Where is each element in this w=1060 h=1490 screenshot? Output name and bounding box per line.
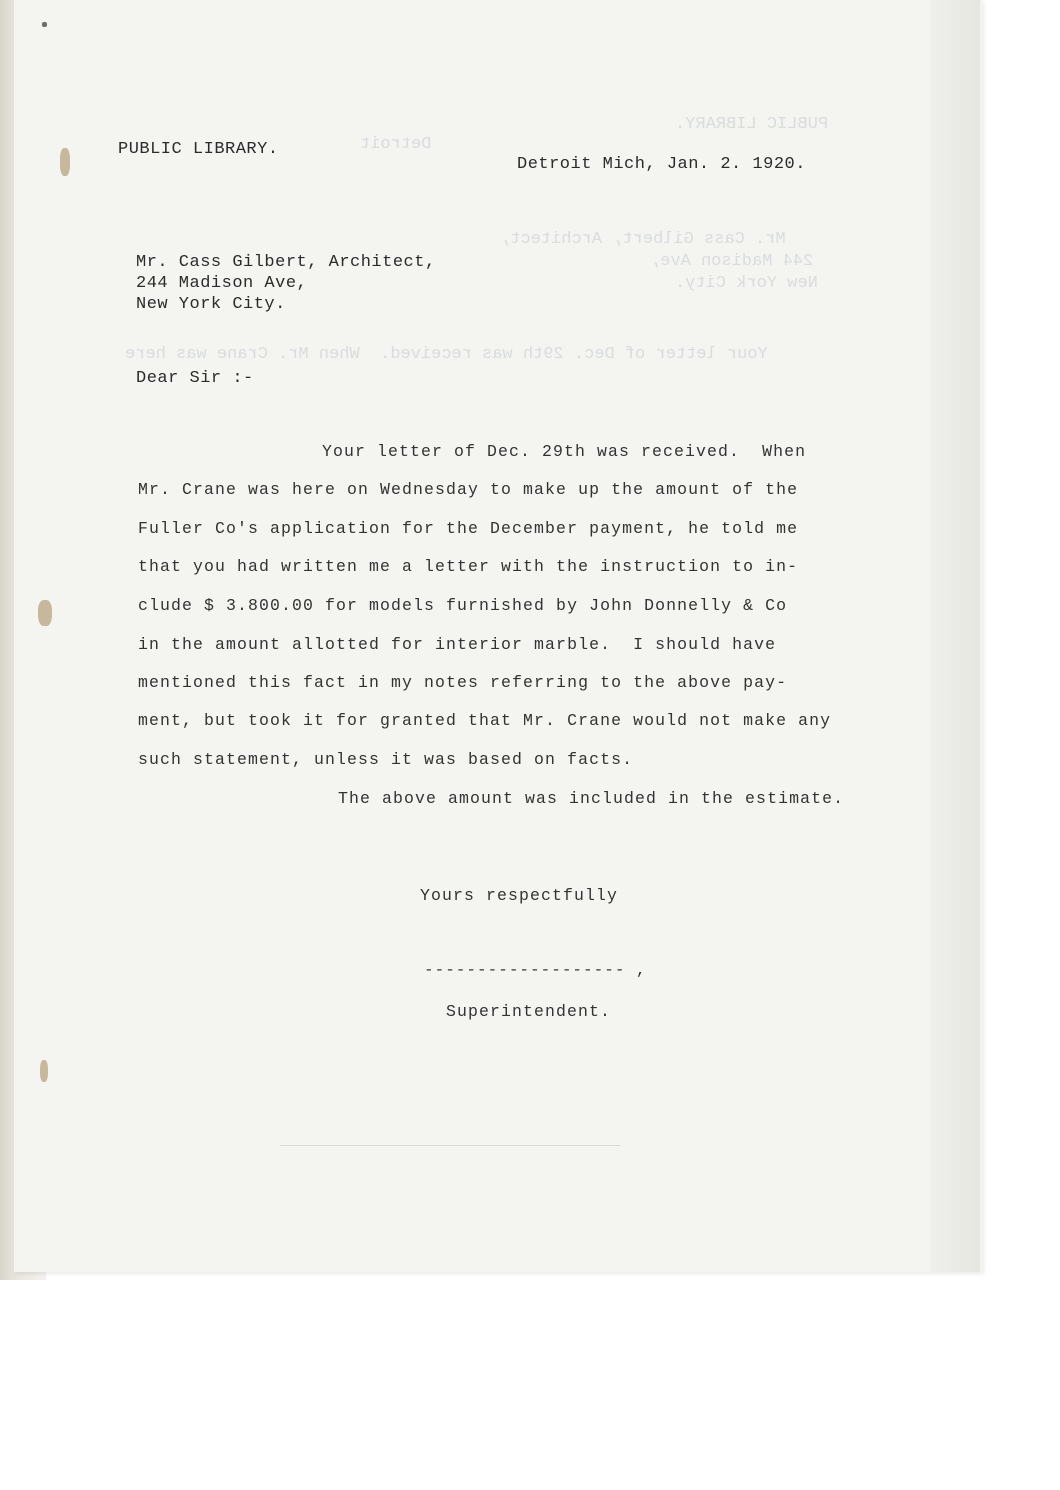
body-line: such statement, unless it was based on facts. <box>138 750 634 769</box>
body-line: in the amount allotted for interior marble. I should have <box>138 635 777 654</box>
closing: Yours respectfully <box>420 886 619 905</box>
salutation: Dear Sir :- <box>136 369 254 388</box>
paper-stain <box>40 1060 48 1082</box>
show-through-text: 244 Madison Ave, <box>650 252 814 271</box>
show-through-text: Detroit <box>360 135 432 154</box>
recipient-street: 244 Madison Ave, <box>136 274 308 293</box>
body-line: Your letter of Dec. 29th was received. When <box>322 442 807 461</box>
recipient-name: Mr. Cass Gilbert, Architect, <box>136 253 436 272</box>
body-line: mentioned this fact in my notes referring to the above pay- <box>138 673 788 692</box>
body-line: clude $ 3.800.00 for models furnished by John Donnelly & Co <box>138 596 788 615</box>
body-line: Mr. Crane was here on Wednesday to make up the amount of the <box>138 480 799 499</box>
show-through-text: Mr. Cass Gilbert, Architect, <box>500 230 786 249</box>
paper-speck <box>42 22 47 27</box>
show-through-text: PUBLIC LIBRARY. <box>675 115 829 134</box>
page-edge <box>930 0 980 1272</box>
paper-stain <box>60 148 70 176</box>
body-line: that you had written me a letter with the instruction to in- <box>138 557 799 576</box>
place-date: Detroit Mich, Jan. 2. 1920. <box>517 155 806 174</box>
show-through-text: New York City. <box>675 274 818 293</box>
body-line: ment, but took it for granted that Mr. Crane would not make any <box>138 711 832 730</box>
faint-rule <box>280 1145 620 1146</box>
recipient-city: New York City. <box>136 295 286 314</box>
paper-stain <box>38 600 52 626</box>
signature-title: Superintendent. <box>446 1002 612 1021</box>
signature-line: ------------------- , <box>424 961 647 979</box>
body-line: Fuller Co's application for the December payment, he told me <box>138 519 799 538</box>
body-line: The above amount was included in the estimate. <box>338 789 845 808</box>
letterhead: PUBLIC LIBRARY. <box>118 140 279 159</box>
show-through-text: Your letter of Dec. 29th was received. When Mr. Crane was here <box>125 345 768 364</box>
